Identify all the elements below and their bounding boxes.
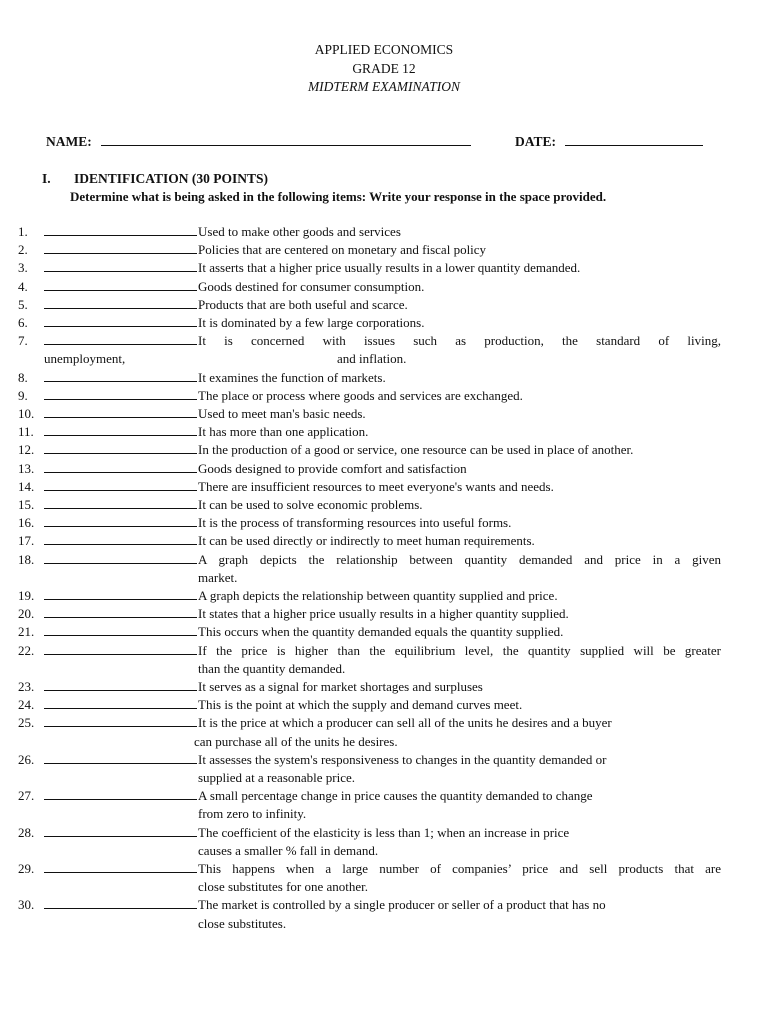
answer-blank[interactable] — [44, 442, 197, 454]
question-number: 25. — [18, 715, 35, 731]
question-text: This occurs when the quantity demanded equals the quantity supplied. — [198, 624, 564, 640]
question-text: There are insufficient resources to meet everyone's wants and needs. — [198, 478, 554, 494]
answer-blank[interactable] — [44, 279, 197, 291]
question-number: 27. — [18, 788, 35, 804]
question-number: 23. — [18, 679, 35, 694]
answer-blank[interactable] — [44, 715, 197, 727]
question-text: The coefficient of the elasticity is less than 1; when an increase in price — [198, 824, 570, 840]
question-text: A small percentage change in price causes the quantity demanded to change — [198, 788, 593, 804]
question-number: 2. — [18, 242, 28, 258]
answer-blank[interactable] — [44, 679, 197, 691]
question-number: 12. — [18, 442, 35, 458]
question-number: 19. — [18, 588, 35, 603]
question-text: It states that a higher price usually results in a higher quantity supplied. — [198, 606, 569, 622]
answer-blank[interactable] — [44, 533, 197, 545]
answer-blank[interactable] — [44, 752, 197, 764]
question-text: Goods destined for consumer consumption. — [198, 278, 425, 294]
answer-blank[interactable] — [44, 406, 197, 418]
answer-blank[interactable] — [44, 697, 197, 709]
question-text-continued: from zero to infinity. — [198, 806, 307, 822]
question-text: This happens when a large number of companies’ price and sell products that are — [198, 861, 721, 876]
date-label: DATE: — [515, 134, 557, 149]
question-text: It can be used directly or indirectly to meet human requirements. — [198, 533, 535, 549]
question-text: This is the point at which the supply and demand curves meet. — [198, 697, 523, 713]
question-text: It serves as a signal for market shortages and surpluses — [198, 679, 483, 694]
exam-title: MIDTERM EXAMINATION — [307, 79, 461, 94]
question-text: It is dominated by a few large corporations. — [198, 315, 425, 330]
question-text-continued: market. — [198, 569, 238, 585]
question-number: 17. — [18, 533, 35, 549]
question-text-continued: unemployment, — [44, 351, 126, 367]
answer-blank[interactable] — [44, 897, 197, 909]
answer-blank[interactable] — [44, 497, 197, 509]
question-text-continued: than the quantity demanded. — [198, 660, 346, 676]
question-text-continued: supplied at a reasonable price. — [198, 769, 356, 785]
answer-blank[interactable] — [44, 370, 197, 382]
question-text: It is concerned with issues such as production, the standard of living, — [198, 333, 721, 349]
question-number: 5. — [18, 296, 28, 312]
question-text: A graph depicts the relationship between quantity supplied and price. — [198, 588, 558, 603]
question-text: It asserts that a higher price usually results in a lower quantity demanded. — [198, 260, 581, 276]
answer-blank[interactable] — [44, 388, 197, 400]
question-text-continued: close substitutes for one another. — [198, 879, 369, 895]
answer-blank[interactable] — [44, 224, 197, 236]
question-text: It assesses the system's responsiveness to changes in the quantity demanded or — [198, 751, 607, 767]
question-text: Products that are both useful and scarce. — [198, 296, 408, 312]
question-number: 14. — [18, 478, 35, 494]
answer-blank[interactable] — [44, 552, 197, 564]
question-number: 16. — [18, 515, 35, 531]
question-number: 3. — [18, 260, 28, 276]
question-number: 20. — [18, 606, 35, 622]
subject-title: APPLIED ECONOMICS — [314, 42, 454, 57]
question-text-continued: close substitutes. — [198, 915, 287, 931]
answer-blank[interactable] — [44, 643, 197, 655]
question-text: A graph depicts the relationship between quantity demanded and price in a given — [198, 551, 721, 567]
question-text: It can be used to solve economic problems. — [198, 497, 423, 512]
answer-blank[interactable] — [44, 861, 197, 873]
section-title: IDENTIFICATION (30 POINTS) — [74, 171, 269, 186]
question-text: Goods designed to provide comfort and satisfaction — [198, 460, 467, 476]
section-number: I. — [42, 171, 51, 186]
question-text-continued: can purchase all of the units he desires. — [194, 733, 398, 749]
question-text: The market is controlled by a single producer or seller of a product that has no — [198, 897, 606, 913]
question-number: 9. — [18, 387, 28, 403]
answer-blank[interactable] — [44, 461, 197, 473]
question-number: 26. — [18, 751, 35, 767]
question-number: 24. — [18, 697, 35, 713]
question-text: In the production of a good or service, one resource can be used in place of another. — [198, 442, 634, 458]
question-text-continued: causes a smaller % fall in demand. — [198, 842, 379, 858]
answer-blank[interactable] — [44, 260, 197, 272]
question-number: 18. — [18, 551, 35, 567]
exam-header — [0, 41, 768, 97]
question-text: It examines the function of markets. — [198, 369, 386, 385]
question-number: 15. — [18, 497, 35, 512]
question-number: 7. — [18, 333, 28, 349]
answer-blank[interactable] — [44, 315, 197, 327]
question-number: 28. — [18, 824, 35, 840]
answer-blank[interactable] — [44, 297, 197, 309]
question-number: 30. — [18, 897, 35, 913]
question-text: It is the price at which a producer can sell all of the units he desires and a buyer — [198, 715, 612, 731]
question-text: The place or process where goods and services are exchanged. — [198, 387, 523, 403]
answer-blank[interactable] — [44, 588, 197, 600]
answer-blank[interactable] — [44, 624, 197, 636]
answer-blank[interactable] — [44, 479, 197, 491]
question-number: 4. — [18, 278, 28, 294]
question-number: 21. — [18, 624, 35, 640]
answer-blank[interactable] — [44, 242, 197, 254]
answer-blank[interactable] — [44, 515, 197, 527]
question-number: 13. — [18, 460, 35, 476]
name-label: NAME: — [46, 134, 92, 149]
answer-blank[interactable] — [44, 825, 197, 837]
date-row — [515, 134, 703, 150]
name-row — [46, 134, 471, 150]
name-field[interactable] — [101, 145, 471, 146]
answer-blank[interactable] — [44, 333, 197, 345]
section-heading — [42, 171, 268, 187]
grade-title: GRADE 12 — [352, 60, 416, 76]
question-number: 29. — [18, 861, 35, 876]
question-text: Policies that are centered on monetary and fiscal policy — [198, 242, 487, 258]
answer-blank[interactable] — [44, 424, 197, 436]
question-text: If the price is higher than the equilibrium level, the quantity supplied will be greater — [198, 642, 721, 658]
answer-blank[interactable] — [44, 606, 197, 618]
question-text: It is the process of transforming resources into useful forms. — [198, 515, 512, 531]
question-number: 10. — [18, 406, 35, 421]
question-text-continued: and inflation. — [337, 351, 407, 367]
question-number: 1. — [18, 224, 28, 239]
question-number: 22. — [18, 642, 35, 658]
question-number: 8. — [18, 369, 28, 385]
question-text: Used to meet man's basic needs. — [198, 406, 366, 421]
question-text: Used to make other goods and services — [198, 224, 401, 239]
question-text: It has more than one application. — [198, 424, 369, 440]
date-field[interactable] — [565, 145, 703, 146]
section-instruction: Determine what is being asked in the following items: Write your response in the space provided. — [70, 189, 607, 204]
answer-blank[interactable] — [44, 788, 197, 800]
question-number: 6. — [18, 315, 28, 330]
question-number: 11. — [18, 424, 34, 440]
